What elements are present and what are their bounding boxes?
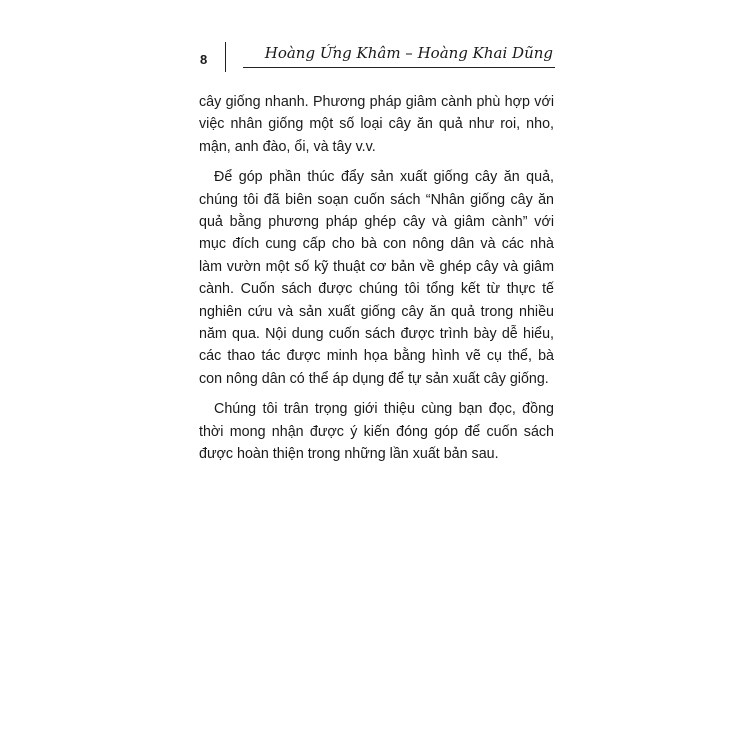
page-number: 8 xyxy=(200,52,208,67)
paragraph-continuation: cây giống nhanh. Phương pháp giâm cành phù hợp với việc nhân giống một số loại cây ăn quả như roi, nho, mận, anh đào, ổi, và tây v.v. xyxy=(199,94,554,155)
running-head-authors: Hoàng Ứng Khâm – Hoàng Khai Dũng xyxy=(264,44,553,62)
paragraph: Chúng tôi trân trọng giới thiệu cùng bạn đọc, đồng thời mong nhận được ý kiến đóng góp để cuốn sách được hoàn thiện trong những lần xuất bản sau. xyxy=(199,401,554,463)
header-vertical-rule xyxy=(225,42,226,72)
page-header xyxy=(0,0,750,80)
paragraph: Để góp phần thúc đẩy sản xuất giống cây ăn quả, chúng tôi đã biên soạn cuốn sách “Nhân giống cây ăn quả bằng phương pháp ghép cây và giâm cành” với mục đích cung cấp cho bà con nông dân và các nhà làm vườn một số kỹ thuật cơ bản về ghép cây và giâm cành. Cuốn sách được chúng tôi tổng kết từ thực tế nghiên cứu và sản xuất giống cây ăn quả trong nhiều năm qua. Nội dung cuốn sách được trình bày dễ hiểu, các thao tác được minh họa bằng hình vẽ cụ thể, bà con nông dân có thể áp dụng để tự sản xuất cây giống. xyxy=(199,169,554,387)
body-text xyxy=(199,91,554,474)
header-horizontal-rule xyxy=(243,67,555,68)
